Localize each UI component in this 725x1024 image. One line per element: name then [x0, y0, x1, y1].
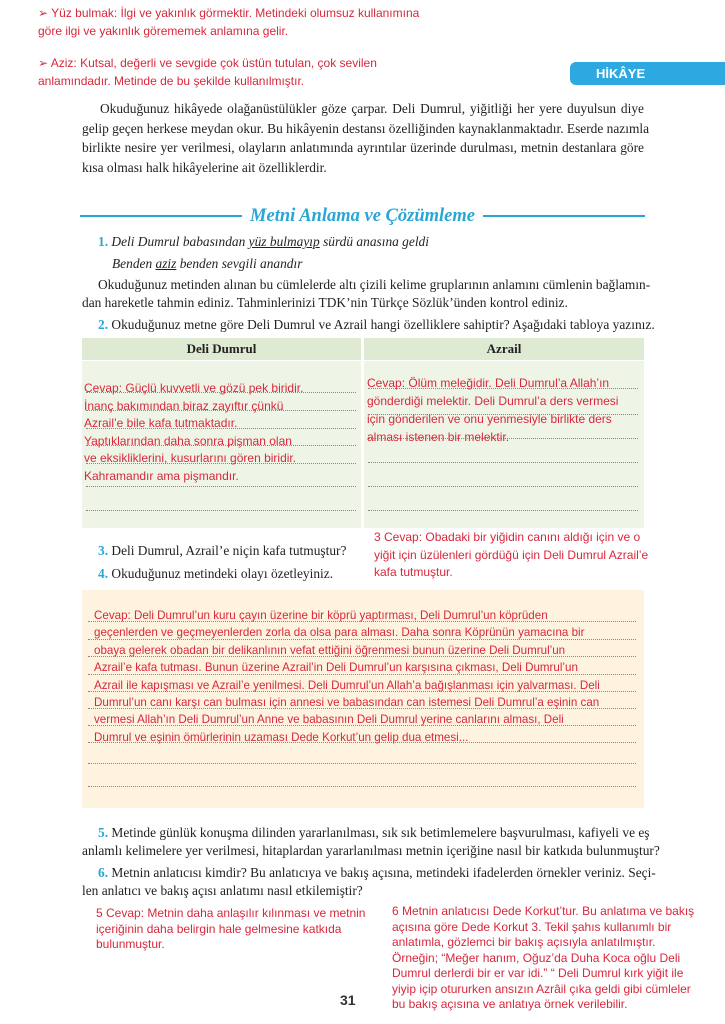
q1-text: benden sevgili anandır: [176, 256, 303, 271]
note-yuz-bulmak: [38, 4, 419, 40]
dotted-answer-line: [86, 510, 356, 511]
answer-line: 5 Cevap: Metnin daha anlaşılır kılınması ve metnin: [96, 906, 366, 920]
note-line: ➢ Aziz: Kutsal, değerli ve sevgide çok üstün tutulan, çok sevilen: [38, 56, 377, 70]
question-4: [98, 566, 333, 582]
answer-line: Dumrul ve eşinin ömürlerinin uzaması Dede Korkut’un gelip dua etmesi...: [94, 730, 469, 744]
intro-line: kısa olması halk hikâyelerine ait özelliklerdir.: [82, 159, 327, 175]
intro-paragraph: [82, 99, 650, 177]
section-title: [80, 204, 645, 228]
note-line: anlamındadır. Metinde de bu şekilde kullanılmıştır.: [38, 74, 305, 88]
question-text: Metinde günlük konuşma dilinden yararlanılması, sık sık betimlemelere başvurulması, kafiyeli ve eş: [111, 825, 650, 840]
answer-line: Cevap: Deli Dumrul’un kuru çayın üzerine bir köprü yaptırması, Deli Dumrul’un köprüden: [94, 609, 548, 622]
answer-line: yiğit için üzülenleri gördüğü için Deli Dumrul Azrail’e: [374, 547, 649, 562]
question-number: 1.: [98, 234, 109, 249]
title-rule-left: [80, 215, 242, 217]
answer-line: vermesi Allah’ın Deli Dumrul’un Anne ve babasının Deli Dumrul yerine canlarını alması, Deli: [94, 713, 564, 727]
question-2: [98, 317, 655, 333]
section-badge: HİKÂYE: [570, 62, 725, 85]
underlined-phrase: yüz bulmayıp: [248, 234, 320, 249]
q1-text: Deli Dumrul babasından: [111, 234, 249, 249]
question-text: Okuduğunuz metindeki olayı özetleyiniz.: [111, 566, 334, 581]
answer-line: 3 Cevap: Obadaki bir yiğidin canını aldığı için ve o: [374, 530, 641, 544]
answer-line: Azrail’e kafa tutması. Bunun üzerine Azrail’in Deli Dumrul’un karşısına çıkması, Deli Dumrul’un: [94, 661, 578, 675]
dotted-answer-line: [368, 486, 638, 487]
note-line: göre ilgi ve yakınlık görememek anlamına gelir.: [38, 24, 289, 38]
q1-instruction: dan hareketle tahmin ediniz. Tahminlerinizi TDK’nin Türkçe Sözlük’ünden kontrol ediniz.: [82, 295, 568, 310]
question-5: [98, 825, 650, 841]
comparison-table: [82, 338, 644, 528]
answer-3: [374, 529, 648, 582]
section-title-text: Metni Anlama ve Çözümleme: [250, 205, 475, 226]
answer-5: [96, 906, 382, 953]
answer-line: Örneğin; “Meğer hanım, Oğuz’da Duha Koca oğlu Deli: [392, 950, 681, 965]
answer-4: [94, 607, 600, 746]
answer-line: Azrail ile kapışması ve Azrail’e yenilmesi. Deli Dumrul’un Allah’a bağışlanması için yalvarması. Deli: [94, 678, 600, 692]
note-aziz: [38, 54, 377, 90]
dotted-answer-line: [88, 786, 636, 787]
answer-line: yiyip içip otururken ansızın Azrâil çıka geldi gibi cümleler: [392, 981, 691, 996]
question-number: 5.: [98, 825, 109, 840]
answer-line: Yaptıklarından daha sonra pişman olan: [84, 433, 292, 448]
answer-6: [392, 904, 720, 1013]
answer-line: Cevap: Güçlü kuvvetli ve gözü pek biridir.: [84, 381, 304, 395]
answer-line: bulunmuştur.: [96, 937, 165, 951]
question-6: [98, 865, 656, 881]
q1-instruction: Okuduğunuz metinden alınan bu cümlelerde altı çizili kelime gruplarının anlamını cümlenin bağlamın-: [98, 277, 651, 292]
question-text: Deli Dumrul, Azrail’e niçin kafa tutmuştur?: [111, 543, 347, 558]
answer-line: kafa tutmuştur.: [374, 565, 453, 579]
dotted-answer-line: [86, 486, 356, 487]
q1-text: sürdü anasına geldi: [319, 234, 429, 249]
page-number: 31: [340, 992, 356, 1008]
question-text: Okuduğunuz metne göre Deli Dumrul ve Azrail hangi özelliklere sahiptir? Aşağıdaki tabloya yazınız.: [111, 317, 655, 332]
intro-line: birlikte nesire yer verilmesi, olayların anlatımında ayrıntılar üzerinde durulması, metnin destanlara göre: [82, 140, 644, 155]
answer-line: Cevap: Ölüm meleğidir. Deli Dumrul’a Allah’ın: [367, 376, 610, 390]
dotted-answer-line: [368, 510, 638, 511]
answer-line: gönderdiği melektir. Deli Dumrul’a ders vermesi: [367, 394, 619, 408]
dotted-answer-line: [88, 763, 636, 764]
question-1: [98, 234, 429, 250]
answer-line: Dumrul’un canı karşı can bulması için annesi ve babasından can istemesi Deli Dumrul’a eşinin can: [94, 696, 600, 710]
answer-line: anlatımla, gözlemci bir bakış açısıyla anlatılmıştır.: [392, 935, 656, 949]
question-number: 2.: [98, 317, 109, 332]
answer-line: 6 Metnin anlatıcısı Dede Korkut’tur. Bu anlatıma ve bakış: [392, 904, 695, 918]
title-rule-right: [483, 215, 645, 217]
note-line: ➢ Yüz bulmak: İlgi ve yakınlık görmektir. Metindeki olumsuz kullanımına: [38, 6, 420, 20]
intro-line: gelip geçen herkese meydan okur. Bu hikâyenin destansı özelliğinden kaynaklanmaktadır. Eserde nazımla: [82, 120, 650, 136]
answer-line: içeriğinin daha belirgin hale gelmesine katkıda: [96, 921, 342, 936]
summary-answer-box: [82, 590, 644, 808]
question-1-line2: [112, 256, 302, 272]
answer-line: için gönderilen ve onu yenmesiyle birlikte ders: [367, 412, 612, 426]
answer-line: Dumrul derlerdi bir er var idi.” “ Deli Dumrul kırk yiğit ile: [392, 966, 684, 980]
question-number: 3.: [98, 543, 109, 558]
answer-line: alması istenen bir melektir.: [367, 430, 510, 444]
answer-line: ve eksikliklerini, kusurlarını gören biridir.: [84, 451, 297, 466]
answer-line: obaya gelerek obadan bir delikanlının vefat ettiğini öğrenmesi bunun üzerine Deli Dumrul’un: [94, 643, 566, 657]
table-header-deli-dumrul: Deli Dumrul: [82, 338, 361, 360]
answer-line: geçenlerden ve geçmeyenlerden zorla da olsa para alması. Daha sonra Köprünün yamacına bir: [94, 626, 585, 640]
question-text: Metnin anlatıcısı kimdir? Bu anlatıcıya ve bakış açısına, metindeki ifadelerden örnekler veriniz. Seçi-: [111, 865, 656, 880]
answer-line: Azrail’e bile kafa tutmaktadır.: [84, 416, 238, 431]
question-6-line2: len anlatıcı ve bakış açısı anlatımı nasıl etkilemiştir?: [82, 883, 363, 898]
answer-deli-dumrul: [84, 380, 303, 486]
q1-text: Benden: [112, 256, 156, 271]
intro-line: Okuduğunuz hikâyede olağanüstülükler göze çarpar. Deli Dumrul, yiğitliği her yere duyulsun diye: [100, 101, 644, 116]
answer-line: bu bakış açısına ve anlatıya örnek verilebilir.: [392, 997, 628, 1011]
table-header-azrail: Azrail: [364, 338, 644, 360]
underlined-phrase: aziz: [155, 256, 177, 271]
answer-azrail: [367, 374, 618, 446]
answer-line: Kahramandır ama pişmandır.: [84, 468, 239, 483]
question-3: [98, 543, 346, 559]
question-number: 4.: [98, 566, 109, 581]
question-number: 6.: [98, 865, 109, 880]
dotted-answer-line: [368, 462, 638, 463]
question-5-line2: anlamlı kelimelere yer verilmesi, hitaplardan yararlanılması metnin içeriğine nasıl bir katkıda bulunmuştur?: [82, 843, 660, 858]
answer-line: açısına göre Dede Korkut 3. Tekil şahıs kullanımlı bir: [392, 919, 672, 934]
answer-line: İnanç bakımından biraz zayıftır çünkü: [84, 398, 284, 413]
